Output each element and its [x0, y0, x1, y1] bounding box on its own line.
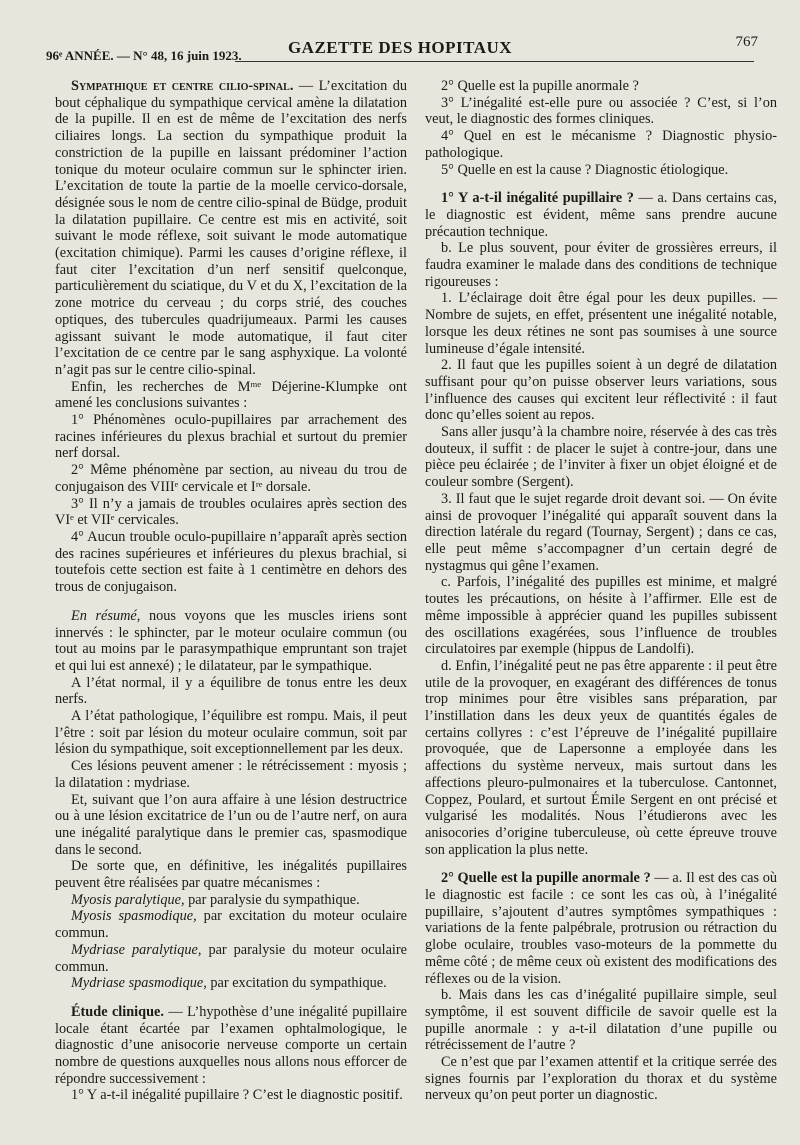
paragraph-text: 2° Même phénomène par section, au niveau du trou de conjugaison des VIIIᵉ cervicale et Iʳᵉ dorsale. [55, 462, 407, 495]
paragraph [55, 78, 407, 379]
journal-title: GAZETTE DES HOPITAUX [287, 38, 513, 57]
paragraph-text: par paralysie du moteur oculaire commun. [55, 941, 408, 975]
paragraph [55, 1087, 407, 1104]
issue-info: 96ᵉ ANNÉE. — N° 48, 16 juin 1923. [46, 48, 242, 63]
paragraph [425, 491, 777, 575]
paragraph-text: b. Le plus souvent, pour éviter de grossières erreurs, il faudra examiner le malade dans des conditions de technique rigoureuses : [425, 240, 777, 290]
paragraph [55, 708, 407, 758]
paragraph [425, 658, 777, 858]
paragraph [425, 128, 777, 161]
paragraph [425, 870, 777, 987]
paragraph [425, 78, 777, 95]
paragraph-text: d. Enfin, l’inégalité peut ne pas être apparente : il peut être utile de la provoquer, en exagérant des différences de tonus trop minimes pour être visibles sans préparation, par l’instillation dans les deux yeux de quantités égales de certains collyres : c’est l’épreuve de l’inégalité pupillaire provoquée, que de Lapersonne a employée dans les affections du système nerveux, mais surtout dans les affections pleuro-pulmonaires et la tuberculose. Cantonnet, Coppez, Poulard, et surtout Émile Sergent en ont précisé et vulgarisé les modalités. Nous l’étudierons avec les anisocories d’origine tuberculeuse, où cette épreuve trouve son application la plus nette. [425, 657, 777, 858]
paragraph-text: — a. Dans certains cas, le diagnostic est évident, même sans prendre aucune précaution technique. [425, 190, 777, 240]
paragraph-text: par excitation du moteur oculaire commun. [55, 908, 407, 942]
paragraph-text: 1. L’éclairage doit être égal pour les deux pupilles. — Nombre de sujets, en effet, présentent une inégalité notable, lorsque les deux rétines ne sont pas soumises à une source lumineuse d’égale intensité. [425, 290, 777, 357]
page-number: 767 [735, 34, 758, 50]
paragraph [425, 95, 777, 128]
paragraph-lead: Sympathique et centre cilio-spinal. [71, 78, 294, 94]
paragraph [425, 190, 777, 240]
paragraph-text: 5° Quelle en est la cause ? Diagnostic étiologique. [441, 161, 729, 178]
paragraph-text: A l’état pathologique, l’équilibre est rompu. Mais, il peut l’être : soit par lésion du moteur oculaire commun, soit par lésion du sympathique, soit exceptionnellement par les deux. [55, 708, 407, 758]
paragraph-text: De sorte que, en définitive, les inégalités pupillaires peuvent être réalisées par quatre mécanismes : [55, 858, 407, 892]
paragraph-lead: Mydriase paralytique, [71, 941, 202, 958]
paragraph-text: 1° Y a-t-il inégalité pupillaire ? C’est le diagnostic positif. [71, 1087, 403, 1104]
paragraph [425, 290, 777, 357]
paragraph [55, 529, 407, 596]
paragraph-text: 3° L’inégalité est-elle pure ou associée ? C’est, si l’on veut, le diagnostic des formes cliniques. [425, 94, 777, 128]
paragraph-text: par excitation du sympathique. [206, 975, 387, 992]
paragraph [55, 675, 407, 708]
paragraph-lead: 2° Quelle est la pupille anormale ? [441, 870, 651, 887]
paragraph-text: 3° Il n’y a jamais de troubles oculaires après section des VIᵉ et VIIᵉ cervicales. [55, 495, 407, 529]
header-rule [235, 61, 754, 62]
paragraph-text: 3. Il faut que le sujet regarde droit devant soi. — On évite ainsi de provoquer l’inégalité qui apparaît souvent dans la direction latérale du regard (Tournay, Sergent) ; dans ce cas, elle peut même s’accompagner d’un certain degré de nystagmus qui gêne l’examen. [425, 490, 777, 574]
paragraph-text: par paralysie du sympathique. [184, 891, 360, 908]
paragraph [55, 792, 407, 859]
paragraph [55, 462, 407, 495]
paragraph [55, 379, 407, 412]
paragraph-text: 4° Aucun trouble oculo-pupillaire n’apparaît après section des racines supérieures et inférieures du plexus brachial, si toutefois cette section est faite à 1 centimètre en dehors des trous de conjugaison. [55, 528, 407, 596]
right-column [425, 78, 777, 1104]
paragraph-text: Ce n’est que par l’examen attentif et la critique serrée des signes fournis par l’exploration du thorax et du système nerveux qu’on peut porter un diagnostic. [425, 1054, 777, 1104]
paragraph-text: 2. Il faut que les pupilles soient à un degré de dilatation suffisant pour qu’on puisse observer leurs variations, sous l’influence des causes qui excitent leur réflectivité : il faut donc qu’elles soient au repos. [425, 357, 777, 424]
paragraph-text: A l’état normal, il y a équilibre de tonus entre les deux nerfs. [55, 674, 407, 708]
paragraph [425, 162, 777, 179]
paragraph [425, 240, 777, 290]
paragraph-text: Ces lésions peuvent amener : le rétrécissement : myosis ; la dilatation : mydriase. [55, 758, 407, 791]
paragraph [55, 892, 407, 909]
paragraph-lead: Myosis spasmodique, [71, 908, 197, 925]
paragraph-text: — L’hypothèse d’une inégalité pupillaire locale étant écartée par l’examen ophtalmologique, le diagnostic d’une anisocorie nerveuse comporte un certain nombre de questions auxquelles nous allons nous efforcer de répondre successivement : [55, 1003, 407, 1087]
paragraph [425, 574, 777, 658]
paragraph-text: 2° Quelle est la pupille anormale ? [441, 78, 639, 94]
paragraph-text: b. Mais dans les cas d’inégalité pupillaire simple, seul symptôme, il est souvent difficile de savoir quelle est la pupille anormale : y a-t-il dilatation d’une pupille ou rétrécissement de l’autre ? [425, 987, 777, 1054]
paragraph-text: — a. Il est des cas où le diagnostic est facile : ce sont les cas où, à l’inégalité pupillaire, s’ajoutent d’autres symptômes sympathiques : variations de la fente palpébrale, protrusion ou rétraction du globe oculaire, troubles vaso-moteurs de la pommette du même côté ; de même ceux où existent des modifications des réflexes ou de la vision. [425, 870, 777, 987]
paragraph-text: 4° Quel en est le mécanisme ? Diagnostic physio-pathologique. [425, 128, 777, 161]
page-header [40, 34, 760, 64]
paragraph [55, 858, 407, 891]
paragraph-text: 1° Phénomènes oculo-pupillaires par arrachement des racines inférieures du plexus brachial et surtout du premier nerf dorsal. [55, 412, 407, 462]
paragraph [425, 357, 777, 424]
paragraph-text: c. Parfois, l’inégalité des pupilles est minime, et malgré toutes les précautions, on hésite à l’affirmer. Elle est de même impossible à apprécier quand les pupilles subissent des oscillations exagérées, sous l’influence de troubles circulatoires par exemple (hippus de Landolfi). [425, 574, 777, 658]
paragraph [55, 608, 407, 675]
paragraph-lead: Mydriase spasmodique, [71, 975, 207, 992]
left-column [55, 78, 407, 1104]
paragraph [55, 758, 407, 791]
paragraph-text: nous voyons que les muscles iriens sont innervés : le sphincter, par le moteur oculaire commun (ou tout au moins par le parasympathique empruntant son trajet et qui lui est annexé) ; le dilatateur, par le sympathique. [55, 607, 407, 674]
paragraph-text: Sans aller jusqu’à la chambre noire, réservée à des cas très douteux, il suffit : de placer le sujet à contre-jour, dans une pièce peu éclairée ; de l’inviter à fixer un objet éloigné et de couleur sombre (Sergent). [425, 424, 777, 491]
paragraph-lead: Étude clinique. [71, 1003, 164, 1020]
paragraph-lead: Myosis paralytique, [71, 891, 185, 908]
paragraph [425, 1054, 777, 1104]
paragraph [55, 908, 407, 941]
paragraph [425, 424, 777, 491]
paragraph [55, 496, 407, 529]
paragraph [425, 987, 777, 1054]
paragraph-text: Et, suivant que l’on aura affaire à une lésion destructrice ou à une lésion excitatrice de l’un ou de l’autre nerf, on aura une inégalité paralytique dans le premier cas, spasmodique dans le second. [55, 791, 407, 858]
paragraph-lead: En résumé, [71, 607, 141, 624]
paragraph-text: Enfin, les recherches de Mᵐᵉ Déjerine-Klumpke ont amené les conclusions suivantes : [55, 378, 407, 412]
paragraph-text: — L’excitation du bout céphalique du sympathique cervical amène la dilatation de la pupille. Il en est de même de l’excitation des nerfs ciliaires longs. La section du sympathique produit la constriction de la pupille en laissant prédominer l’action tonique du moteur oculaire commun sur le sphincter irien. L’excitation de toute la partie de la moelle cervico-dorsale, désignée sous le nom de centre cilio-spinal de Büdge, produit la dilatation pupillaire. Ce centre est mis en activité, soit suivant le mode réflexe, soit suivant le mode automatique (excitation chimique). Parmi les causes d’origine réflexe, il faut citer l’excitation d’un nerf sensitif quelconque, particulièrement du sciatique, du V et du X, l’excitation de la zone motrice du cerveau ; du corps strié, des couches optiques, des tubercules quadrijumeaux. Parmi les causes agissant suivant le mode automatique, il faut citer l’excitation de ce centre par le sang asphyxique. La volonté n’agit pas sur le centre cilio-spinal. [55, 78, 408, 378]
paragraph [55, 942, 407, 975]
paragraph [55, 1004, 407, 1088]
paragraph-lead: 1° Y a-t-il inégalité pupillaire ? [441, 190, 634, 207]
paragraph [55, 412, 407, 462]
paragraph [55, 975, 407, 992]
